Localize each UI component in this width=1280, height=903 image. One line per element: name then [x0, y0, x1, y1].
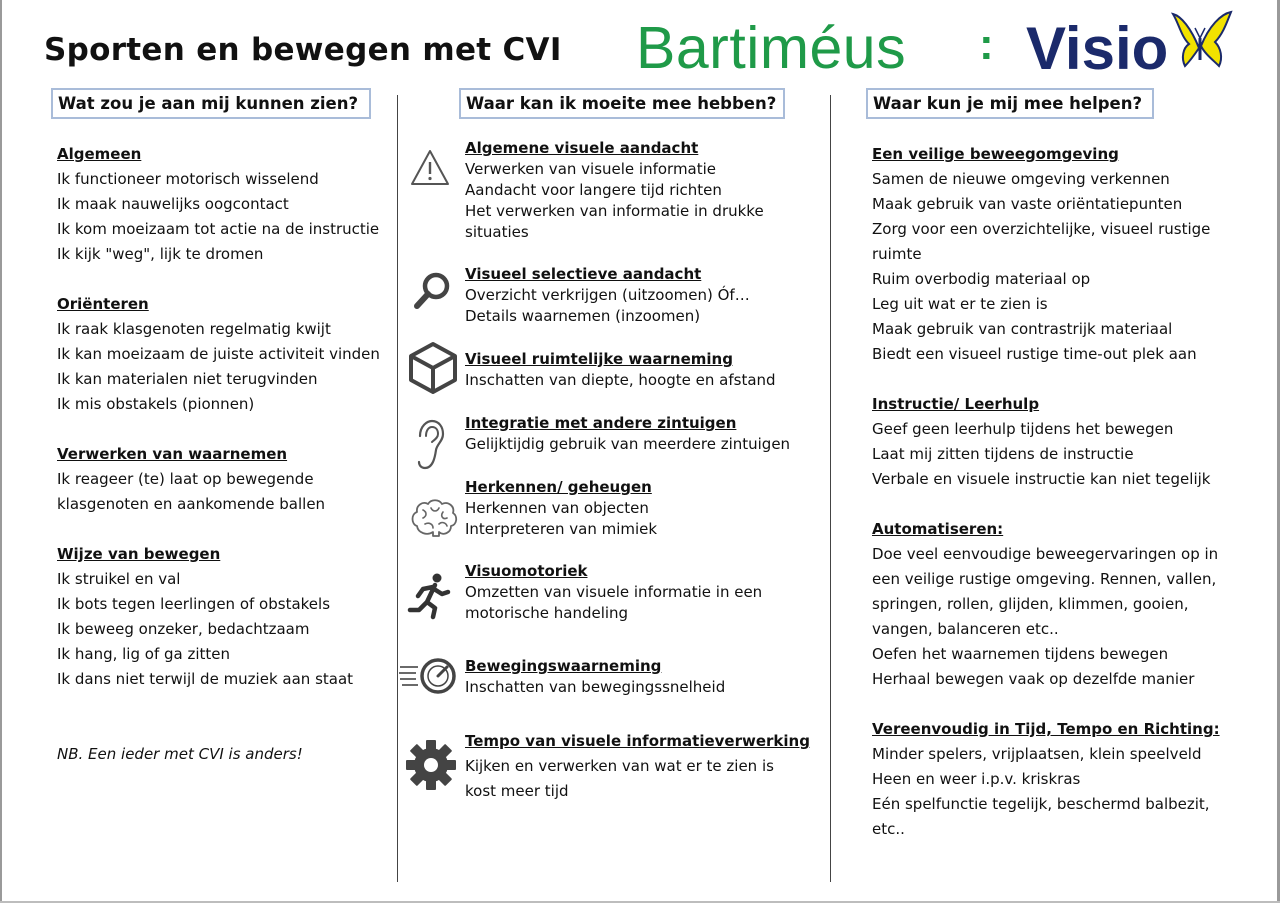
text-line: Inschatten van bewegingssnelheid	[465, 678, 726, 696]
column-heading-middle: Waar kan ik moeite mee hebben?	[459, 88, 785, 119]
section-title: Herkennen/ geheugen	[465, 478, 652, 496]
right-column	[872, 142, 1220, 842]
text-line: Ik mis obstakels (pionnen)	[57, 395, 255, 413]
column-divider-right	[830, 95, 831, 882]
section-title: Visuomotoriek	[465, 562, 588, 580]
middle-section	[465, 138, 764, 243]
text-line: Minder spelers, vrijplaatsen, klein speelveld	[872, 745, 1202, 763]
brain-icon	[409, 496, 459, 540]
section-title: Oriënteren	[57, 295, 149, 313]
page-title: Sporten en bewegen met CVI	[44, 32, 562, 68]
section-title: Visueel ruimtelijke waarneming	[465, 350, 733, 368]
text-line: Details waarnemen (inzoomen)	[465, 307, 701, 325]
text-line: motorische handeling	[465, 604, 629, 622]
section-title: Automatiseren:	[872, 520, 1004, 538]
section-title: Algemene visuele aandacht	[465, 139, 699, 157]
middle-section	[465, 413, 790, 455]
magnifier-icon	[412, 270, 454, 312]
logo-bartimeus-text: Bartiméus	[636, 15, 907, 81]
text-line: Eén spelfunctie tegelijk, beschermd balbezit,	[872, 795, 1210, 813]
section-title: Tempo van visuele informatieverwerking	[465, 732, 810, 750]
note-text: NB. Een ieder met CVI is anders!	[57, 745, 303, 763]
text-line: Doe veel eenvoudige beweegervaringen op in	[872, 545, 1219, 563]
text-line: Samen de nieuwe omgeving verkennen	[872, 170, 1170, 188]
bartimeus-visio-logo	[636, 6, 1236, 92]
text-line: Ik functioneer motorisch wisselend	[57, 170, 319, 188]
text-line: Ik bots tegen leerlingen of obstakels	[57, 595, 331, 613]
ear-icon	[414, 418, 446, 472]
middle-section	[465, 349, 776, 391]
text-line: Maak gebruik van vaste oriëntatiepunten	[872, 195, 1183, 213]
text-line: Ik reageer (te) laat op bewegende	[57, 470, 314, 488]
text-line: Ik beweeg onzeker, bedachtzaam	[57, 620, 310, 638]
text-line: Maak gebruik van contrastrijk materiaal	[872, 320, 1173, 338]
text-line: Ik dans niet terwijl de muziek aan staat	[57, 670, 354, 688]
text-line: Heen en weer i.p.v. kriskras	[872, 770, 1081, 788]
text-line: een veilige rustige omgeving. Rennen, vallen,	[872, 570, 1217, 588]
text-line: Inschatten van diepte, hoogte en afstand	[465, 371, 776, 389]
section-title: Een veilige beweegomgeving	[872, 145, 1119, 163]
text-line: Omzetten van visuele informatie in een	[465, 583, 763, 601]
left-column	[57, 142, 380, 767]
text-line: Ik kijk "weg", lijk te dromen	[57, 245, 264, 263]
text-line: Interpreteren van mimiek	[465, 520, 658, 538]
text-line: Biedt een visueel rustige time-out plek aan	[872, 345, 1197, 363]
column-divider-left	[397, 95, 398, 882]
column-heading-left: Wat zou je aan mij kunnen zien?	[51, 88, 371, 119]
text-line: ruimte	[872, 245, 922, 263]
text-line: Aandacht voor langere tijd richten	[465, 181, 722, 199]
logo-colon: :	[979, 20, 994, 69]
section-title: Visueel selectieve aandacht	[465, 265, 702, 283]
text-line: situaties	[465, 223, 529, 241]
section-title: Verwerken van waarnemen	[57, 445, 288, 463]
warning-icon	[409, 148, 451, 188]
section-title: Vereenvoudig in Tijd, Tempo en Richting:	[872, 720, 1220, 738]
section-title: Instructie/ Leerhulp	[872, 395, 1040, 413]
text-line: vangen, balanceren etc..	[872, 620, 1059, 638]
section-title: Integratie met andere zintuigen	[465, 414, 737, 432]
gear-icon	[404, 738, 458, 792]
text-line: Overzicht verkrijgen (uitzoomen) Óf…	[465, 286, 750, 304]
middle-section	[465, 656, 725, 698]
text-line: Kijken en verwerken van wat er te zien is	[465, 757, 774, 775]
text-line: Oefen het waarnemen tijdens bewegen	[872, 645, 1169, 663]
text-line: Zorg voor een overzichtelijke, visueel rustige	[872, 220, 1211, 238]
text-line: Herhaal bewegen vaak op dezelfde manier	[872, 670, 1195, 688]
speedometer-icon	[398, 655, 460, 695]
text-line: Ik maak nauwelijks oogcontact	[57, 195, 289, 213]
section-title: Algemeen	[57, 145, 142, 163]
text-line: etc..	[872, 820, 905, 838]
text-line: Het verwerken van informatie in drukke	[465, 202, 764, 220]
text-line: Laat mij zitten tijdens de instructie	[872, 445, 1134, 463]
text-line: Ik kan materialen niet terugvinden	[57, 370, 318, 388]
column-heading-right: Waar kun je mij mee helpen?	[866, 88, 1154, 119]
text-line: Ik struikel en val	[57, 570, 181, 588]
middle-section	[465, 729, 810, 804]
section-title: Bewegingswaarneming	[465, 657, 662, 675]
page-edge-left	[0, 0, 2, 903]
text-line: Geef geen leerhulp tijdens het bewegen	[872, 420, 1174, 438]
middle-section	[465, 561, 762, 624]
text-line: Ik raak klasgenoten regelmatig kwijt	[57, 320, 331, 338]
text-line: Verwerken van visuele informatie	[465, 160, 717, 178]
running-person-icon	[405, 572, 455, 620]
text-line: Gelijktijdig gebruik van meerdere zintuigen	[465, 435, 791, 453]
text-line: springen, rollen, glijden, klimmen, gooien,	[872, 595, 1189, 613]
text-line: Ruim overbodig materiaal op	[872, 270, 1091, 288]
text-line: Ik hang, lig of ga zitten	[57, 645, 231, 663]
middle-section	[465, 477, 657, 540]
text-line: Verbale en visuele instructie kan niet tegelijk	[872, 470, 1211, 488]
logo-visio-text: Visio	[1026, 15, 1169, 82]
text-line: klasgenoten en aankomende ballen	[57, 495, 326, 513]
text-line: Ik kan moeizaam de juiste activiteit vinden	[57, 345, 380, 363]
text-line: Herkennen van objecten	[465, 499, 649, 517]
cube-icon	[407, 340, 459, 396]
text-line: Leg uit wat er te zien is	[872, 295, 1048, 313]
text-line: kost meer tijd	[465, 782, 569, 800]
text-line: Ik kom moeizaam tot actie na de instructie	[57, 220, 380, 238]
section-title: Wijze van bewegen	[57, 545, 221, 563]
middle-section	[465, 264, 750, 327]
butterfly-icon	[1169, 8, 1233, 72]
